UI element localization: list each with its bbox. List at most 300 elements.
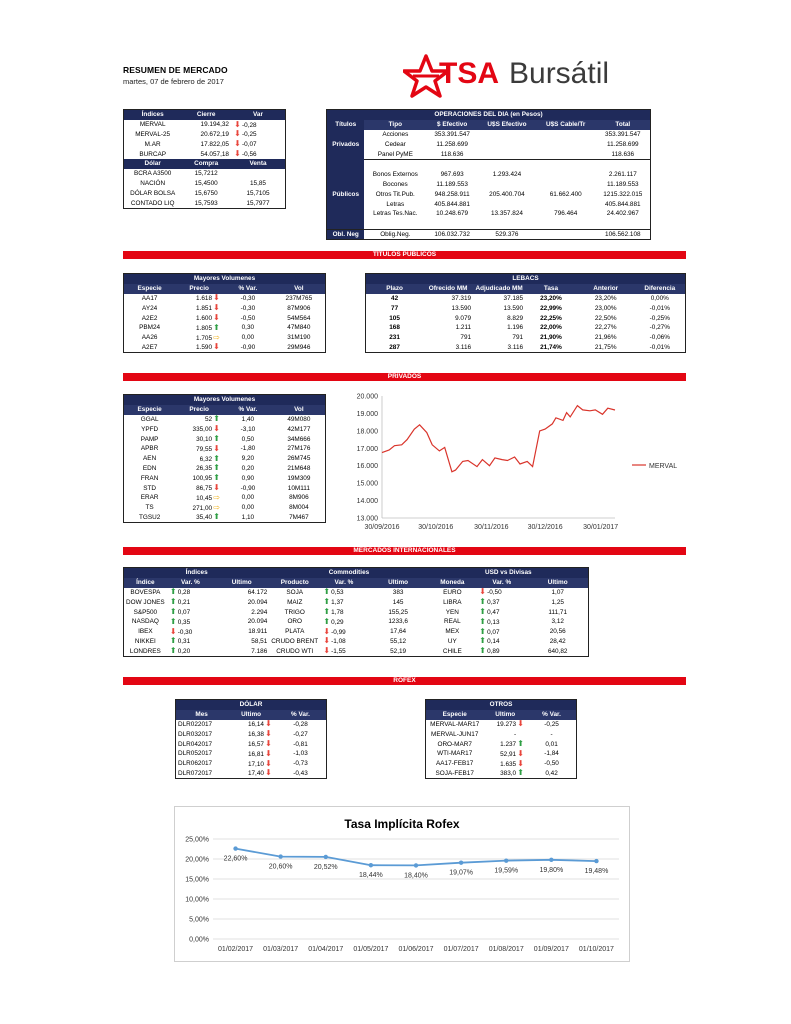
- especie: AA26: [141, 334, 158, 342]
- arrow-up-icon: ⬆: [517, 739, 524, 749]
- table-row: [124, 473, 326, 483]
- index-last: 20.094: [247, 618, 268, 626]
- y-tick-label: 5,00%: [189, 916, 209, 924]
- report-date: martes, 07 de febrero de 2017: [123, 77, 224, 86]
- col-header: Ultimo: [483, 710, 527, 720]
- x-tick-label: 30/01/2017: [583, 524, 619, 531]
- var-cell: [476, 607, 527, 617]
- col-header: % Var.: [223, 284, 273, 294]
- col-header: Ultimo: [227, 710, 275, 720]
- ultimo: 16,38: [247, 731, 264, 739]
- precio-cell: [175, 444, 223, 454]
- table-row: [124, 130, 286, 140]
- operaciones-table: [326, 109, 651, 240]
- var-cell: [167, 637, 214, 647]
- operaciones-title: OPERACIONES DEL DIA (en Pesos): [327, 110, 651, 120]
- index-last: 2.294: [251, 608, 268, 616]
- precio: 1.705: [196, 334, 213, 342]
- op-total: 1215.322.015: [603, 190, 643, 198]
- precio: 335,00: [192, 426, 213, 434]
- arrow-up-icon: ⬆: [213, 453, 220, 463]
- table-row: [124, 646, 589, 656]
- var-value: 0,07: [177, 609, 191, 617]
- currency-last: 111,71: [548, 608, 568, 616]
- col-header: Anterior: [577, 284, 635, 294]
- merval-line-chart: [340, 388, 690, 538]
- especie: AA17: [141, 294, 158, 302]
- currency-name: UY: [447, 637, 457, 645]
- var-value: 0,28: [177, 589, 191, 597]
- product-name: TRIGO: [284, 608, 305, 616]
- dolar-sell: 15,7105: [246, 189, 270, 197]
- arrow-down-icon: ⬇: [323, 626, 331, 636]
- ultimo-cell: [227, 739, 275, 749]
- op-usd: [478, 130, 536, 140]
- table-row: [124, 588, 589, 598]
- adjudicado: 37.185: [503, 294, 524, 302]
- product-last: 155,25: [388, 608, 408, 616]
- var-pct: -0,90: [240, 343, 256, 351]
- table-row: [124, 313, 326, 323]
- product-last: 17,64: [390, 628, 407, 636]
- var-pct: 0,30: [241, 324, 255, 332]
- arrow-down-icon: ⬇: [265, 768, 272, 778]
- volumen: 54M564: [287, 314, 311, 322]
- group-label: [327, 209, 365, 219]
- var-cell: [476, 597, 527, 607]
- precio-cell: [175, 513, 223, 523]
- arrow-down-icon: ⬇: [517, 748, 524, 758]
- group-label: [327, 149, 365, 159]
- product-name: ORO: [287, 618, 303, 626]
- precio-cell: [175, 464, 223, 474]
- ofrecido: 791: [460, 334, 472, 342]
- diferencia: -0,01%: [649, 304, 670, 312]
- index-value: 19.194,32: [200, 121, 229, 129]
- var-pct: -1,84: [544, 750, 559, 758]
- var-cell: [476, 627, 527, 637]
- col-header: Plazo: [366, 284, 424, 294]
- op-total: 11.189.553: [607, 180, 639, 188]
- tasa: 22,25%: [540, 314, 562, 322]
- ultimo-cell: [227, 729, 275, 739]
- currency-name: REAL: [443, 618, 461, 626]
- col-header: Var. %: [476, 578, 527, 588]
- especie: SOJA-FEB17: [435, 769, 474, 777]
- especie: FRAN: [140, 474, 159, 482]
- currency-last: 28,42: [549, 637, 566, 645]
- product-name: MAIZ: [287, 598, 303, 606]
- op-total: 405.844.881: [605, 200, 641, 208]
- arrow-down-icon: ⬇: [234, 119, 241, 129]
- op-total: 24.402.967: [606, 210, 639, 218]
- ultimo-cell: [483, 729, 527, 739]
- arrow-up-icon: ⬆: [479, 636, 486, 646]
- table-row: [124, 415, 326, 425]
- currency-last: 1,07: [551, 588, 564, 596]
- var-pct: -0,30: [240, 304, 256, 312]
- x-tick-label: 01/07/2017: [443, 946, 479, 953]
- anterior: 23,00%: [594, 304, 617, 312]
- var-value: -0,28: [241, 121, 257, 129]
- adjudicado: 13.590: [503, 304, 524, 312]
- col-header: Vol: [273, 405, 326, 415]
- var-value: 0,53: [331, 589, 344, 597]
- volumen: 27M176: [287, 445, 311, 453]
- col-header: Tipo: [364, 120, 426, 130]
- op-tipo: Bocones: [382, 180, 408, 188]
- y-tick-label: 15.000: [356, 480, 378, 488]
- currency-name: EURO: [443, 588, 462, 596]
- arrow-down-icon: ⬇: [517, 719, 524, 729]
- index-name: NIKKEI: [134, 637, 156, 645]
- arrow-up-icon: ⬆: [213, 473, 220, 483]
- privados-volumen-table: [123, 394, 326, 523]
- precio-cell: [175, 483, 223, 493]
- chart-title: Tasa Implícita Rofex: [344, 817, 460, 831]
- var-cell: [476, 646, 527, 656]
- dolar-sell: 15,7977: [246, 199, 270, 207]
- var-value: -0,07: [241, 141, 257, 149]
- op-cable: [536, 199, 596, 209]
- table-row: [176, 739, 327, 749]
- group-label: [327, 130, 365, 140]
- op-usd: 1.293.424: [492, 171, 522, 179]
- tasa: 23,20%: [540, 294, 562, 302]
- precio: 1.851: [196, 305, 213, 313]
- arrow-up-icon: ⬆: [213, 512, 220, 522]
- data-label: 19,80%: [539, 866, 564, 874]
- col-header: Ultimo: [214, 578, 269, 588]
- volumen: 8M004: [289, 504, 309, 512]
- tasa: 22,00%: [540, 324, 562, 332]
- var-cell: [167, 646, 214, 656]
- var-pct: 1,10: [241, 513, 255, 521]
- table-row: [426, 769, 577, 779]
- ultimo: 1.237: [500, 741, 517, 749]
- y-tick-label: 13.000: [356, 515, 378, 523]
- ultimo-cell: [483, 769, 527, 779]
- indices-local-table: [123, 109, 286, 209]
- tasa: 22,99%: [540, 304, 562, 312]
- var-value: 1,37: [331, 599, 344, 607]
- op-cable: 61.662.400: [549, 190, 582, 198]
- col-header: Especie: [124, 405, 176, 415]
- arrow-down-icon: ⬇: [213, 443, 220, 453]
- table-row: [124, 597, 589, 607]
- data-point: [324, 855, 328, 859]
- col-header: Especie: [124, 284, 176, 294]
- col-header: % Var.: [223, 405, 273, 415]
- table-row: [366, 313, 686, 323]
- ultimo-cell: [483, 720, 527, 730]
- anterior: 22,50%: [594, 314, 617, 322]
- currency-name: YEN: [445, 608, 459, 616]
- precio: 1.590: [196, 344, 213, 352]
- data-label: 19,07%: [449, 869, 473, 877]
- op-usd: 13.357.824: [490, 210, 523, 218]
- especie: ORO-MAR7: [437, 740, 472, 748]
- table-row: [124, 323, 326, 333]
- ultimo-cell: [227, 759, 275, 769]
- table-row: [426, 729, 577, 739]
- data-point: [233, 846, 237, 850]
- var-pct: -0,25: [544, 720, 559, 728]
- op-cable: [536, 180, 596, 190]
- var-value: 0,35: [177, 618, 191, 626]
- x-tick-label: 01/10/2017: [578, 946, 614, 953]
- especie: DLR032017: [178, 730, 213, 738]
- plazo: 231: [389, 334, 400, 342]
- tasa-implicita-rofex-chart: [175, 807, 629, 961]
- y-tick-label: 14.000: [356, 498, 378, 506]
- x-tick-label: 30/10/2016: [418, 524, 454, 531]
- publicos-volumen-title: Mayores Volumenes: [124, 274, 326, 284]
- x-tick-label: 01/02/2017: [218, 946, 254, 953]
- currency-last: 640,82: [547, 647, 568, 655]
- index-name: S&P500: [133, 608, 158, 616]
- dolar-sell: [231, 169, 286, 179]
- data-point: [504, 858, 508, 862]
- table-row: [124, 493, 326, 503]
- group-label: [327, 170, 365, 180]
- precio: 52: [204, 416, 213, 424]
- section-bar-rofex: ROFEX: [123, 677, 686, 685]
- dolar-name: CONTADO LIQ: [130, 199, 175, 207]
- section-bar-privados: PRIVADOS: [123, 373, 686, 381]
- group-label: [327, 180, 365, 190]
- table-row: [124, 169, 286, 179]
- ultimo: 16,57: [247, 741, 264, 749]
- var-value: 0,14: [487, 638, 500, 646]
- plazo: 287: [389, 343, 400, 351]
- op-usd: [478, 180, 536, 190]
- var-cell: [167, 588, 214, 598]
- op-cable: 796.464: [554, 210, 578, 218]
- var-value: 0,20: [177, 648, 191, 656]
- especie: APBR: [140, 445, 159, 453]
- group-label: Privados: [327, 139, 365, 149]
- col-header: Tasa: [525, 284, 577, 294]
- ultimo: -: [513, 730, 517, 738]
- product-name: PLATA: [285, 628, 305, 636]
- y-tick-label: 18.000: [356, 428, 378, 436]
- product-last: 1233,6: [388, 618, 408, 626]
- table-row: [124, 503, 326, 513]
- currency-last: 20,56: [549, 628, 566, 636]
- col-header: Índices: [124, 110, 182, 120]
- anterior: 22,27%: [594, 324, 617, 332]
- group-commodities: Commodities: [269, 568, 428, 578]
- x-tick-label: 30/11/2016: [474, 524, 509, 531]
- merval-series-line: [382, 406, 615, 472]
- table-row: [124, 188, 286, 198]
- group-label: Públicos: [327, 189, 365, 199]
- arrow-down-icon: ⬇: [213, 342, 220, 352]
- table-row: [124, 454, 326, 464]
- table-row: [327, 130, 651, 140]
- col-header: Compra: [181, 159, 231, 169]
- op-pesos: 11.258.699: [436, 140, 468, 148]
- tasa: 21,74%: [540, 343, 562, 351]
- table-row: [124, 149, 286, 159]
- especie: AEN: [143, 455, 157, 463]
- var-cell: [476, 637, 527, 647]
- var-pct: -0,27: [293, 730, 308, 738]
- ultimo-cell: [227, 749, 275, 759]
- product-name: CRUDO BRENT: [271, 637, 319, 645]
- group-indices: Índices: [124, 568, 270, 578]
- arrow-up-icon: ⬆: [517, 768, 524, 778]
- arrow-up-icon: ⬆: [213, 322, 220, 332]
- diferencia: -0,27%: [649, 324, 670, 332]
- diferencia: -0,25%: [649, 314, 670, 322]
- especie: TS: [145, 504, 154, 512]
- col-header: Venta: [231, 159, 286, 169]
- data-label: 22,60%: [223, 855, 248, 863]
- var-cell: [167, 617, 214, 627]
- especie: DLR062017: [178, 760, 213, 768]
- arrow-down-icon: ⬇: [265, 719, 272, 729]
- var-value: 0,47: [487, 609, 500, 617]
- rofex-chart-frame: [174, 806, 630, 962]
- table-row: [327, 209, 651, 219]
- col-header: Ultimo: [368, 578, 429, 588]
- var-cell: [167, 607, 214, 617]
- table-row: [426, 759, 577, 769]
- ultimo: 383,0: [500, 770, 517, 778]
- plazo: 105: [389, 314, 400, 322]
- var-value: -1,55: [331, 648, 346, 656]
- table-row: [176, 769, 327, 779]
- precio: 1.805: [196, 324, 213, 332]
- rofex-dolar-table: [175, 699, 327, 779]
- index-name: MERVAL-25: [135, 130, 171, 138]
- currency-name: CHILE: [442, 647, 462, 655]
- table-row: [327, 180, 651, 190]
- table-row: [124, 637, 589, 647]
- internacionales-table: [123, 567, 589, 657]
- col-header: U$S Efectivo: [478, 120, 536, 130]
- arrow-right-icon: ⇨: [213, 492, 220, 502]
- arrow-down-icon: ⬇: [323, 646, 331, 656]
- var-cell: [320, 607, 367, 617]
- op-pesos: 106.032.732: [434, 230, 470, 238]
- var-pct: -0,50: [240, 314, 256, 322]
- table-row: [327, 189, 651, 199]
- index-name: DOW JONES: [126, 598, 165, 606]
- op-tipo: Bonos Externos: [372, 171, 418, 179]
- x-tick-label: 30/09/2016: [364, 524, 400, 531]
- dolar-buy: 15,6750: [194, 189, 218, 197]
- table-row: [426, 749, 577, 759]
- table-row: [366, 333, 686, 343]
- op-pesos: 948.258.911: [434, 190, 470, 198]
- ultimo-cell: [227, 769, 275, 779]
- adjudicado: 1.196: [507, 324, 524, 332]
- arrow-down-icon: ⬇: [213, 424, 220, 434]
- ultimo-cell: [483, 759, 527, 769]
- op-cable: [536, 170, 596, 180]
- especie: TGSU2: [138, 513, 161, 521]
- privados-volumen-title: Mayores Volumenes: [124, 395, 326, 405]
- dolar-buy: 15,7212: [194, 170, 218, 178]
- arrow-up-icon: ⬆: [169, 636, 177, 646]
- table-row: [327, 199, 651, 209]
- arrow-up-icon: ⬆: [169, 616, 177, 626]
- x-tick-label: 01/06/2017: [398, 946, 434, 953]
- ofrecido: 37.319: [451, 294, 472, 302]
- anterior: 23,20%: [594, 294, 617, 302]
- var-pct: -0,30: [240, 294, 256, 302]
- table-row: [327, 170, 651, 180]
- table-row: [176, 749, 327, 759]
- table-row: [124, 513, 326, 523]
- table-row: [124, 179, 286, 189]
- var-cell: [320, 627, 367, 637]
- diferencia: -0,06%: [649, 334, 670, 342]
- col-header: Especie: [426, 710, 484, 720]
- var-value: 0,29: [331, 618, 344, 626]
- volumen: 42M177: [287, 425, 311, 433]
- col-header: Ultimo: [527, 578, 588, 588]
- arrow-up-icon: ⬆: [323, 616, 331, 626]
- var-pct: 0,01: [545, 740, 558, 748]
- arrow-up-icon: ⬆: [323, 597, 331, 607]
- precio-cell: [175, 323, 223, 333]
- data-label: 19,59%: [494, 867, 519, 875]
- op-tipo: Letras Tes.Nac.: [373, 210, 418, 218]
- index-var: [231, 139, 286, 149]
- op-total: 353.391.547: [605, 130, 641, 138]
- op-total: 2.261.117: [608, 171, 637, 179]
- arrow-down-icon: ⬇: [213, 293, 220, 303]
- precio-cell: [175, 343, 223, 353]
- table-row: [176, 759, 327, 769]
- col-header: Var. %: [320, 578, 367, 588]
- var-cell: [320, 588, 367, 598]
- var-pct: -1,80: [240, 445, 256, 453]
- product-last: 383: [392, 588, 404, 596]
- index-last: 18.911: [248, 628, 268, 636]
- group-label: Obl. Neg: [327, 229, 365, 240]
- arrow-down-icon: ⬇: [234, 149, 241, 159]
- table-row: [124, 434, 326, 444]
- var-value: 0,89: [487, 648, 500, 656]
- op-cable: [536, 139, 596, 149]
- op-total: 106.562.108: [605, 230, 641, 238]
- especie: ERAR: [140, 494, 159, 502]
- precio: 26,35: [196, 465, 213, 473]
- data-label: 18,40%: [404, 872, 428, 880]
- col-header: Ofrecido MM: [423, 284, 473, 294]
- var-pct: 9,20: [241, 455, 255, 463]
- var-pct: -0,50: [544, 760, 559, 768]
- table-row: [176, 729, 327, 739]
- op-tipo: Panel PyME: [377, 150, 413, 158]
- op-pesos: 405.844.881: [434, 200, 470, 208]
- op-tipo: Letras: [386, 200, 405, 208]
- volumen: 49M080: [287, 415, 311, 423]
- var-value: 0,07: [487, 628, 500, 636]
- var-pct: -3,10: [240, 425, 256, 433]
- currency-last: 3,12: [551, 618, 564, 626]
- precio-cell: [175, 303, 223, 313]
- publicos-volumen-table: [123, 273, 326, 353]
- index-name: BURCAP: [139, 150, 166, 158]
- plazo: 168: [389, 324, 400, 332]
- index-var: [231, 149, 286, 159]
